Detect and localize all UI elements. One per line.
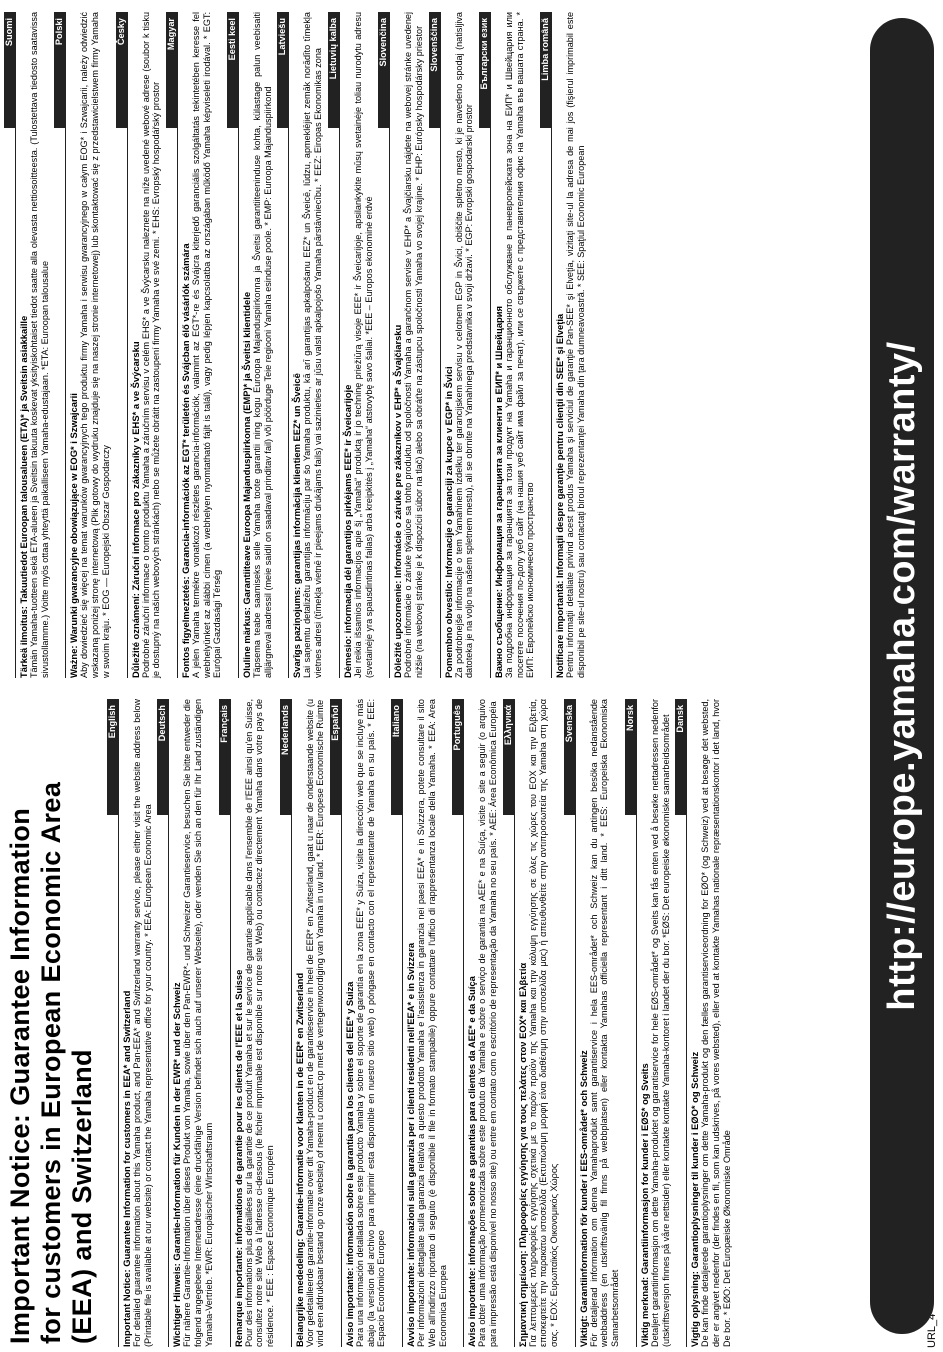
language-label: Latviešu <box>277 12 288 128</box>
section-heading: Aviso importante: informações sobre as garantias para clientes da AEE* e da Suíça <box>466 976 478 1347</box>
section-body: Per informazioni dettagliate sulla garanzia relativa a questo prodotto Yamaha e l'assistenza in garanzia nei paesi EEA* e in Svizzera, potete consultare il sito Web all'indirizzo riportato di seguito (è disponibile il file in formato stampabile) oppure contattare l'ufficio di rappresentanza locale della Yamaha. * EEA: Area Economica Europea <box>416 699 448 1347</box>
section-body: Podrobné záruční informace o tomto produktu Yamaha a záručním servisu v celém EHS* a ve Švýcarsku naleznete na níže uvedené webové adrese (soubor k tisku je dostupný na našich webových stránkách) nebo se můžete obrátit na zastoupení firmy Yamaha ve své zemi. * EHS: Evropský hospodářský prostor <box>140 12 162 678</box>
language-section <box>328 12 374 678</box>
language-label: Polski <box>54 12 65 128</box>
section-body: De kan finde detaljerede garantioplysninger om dette Yamaha-produkt og den fælles garantiserviceordning for EØO* (og Schweiz) ved at besøge det websted, der er angivet nedenfor (der findes en fil, som kan udskrives, på vores websted), eller ved at kontakte Yamahas nationale repræsentationskontor i det land, hvor De bor. * EØO: Det Europæiske Økonomiske Område <box>700 699 732 1347</box>
language-section <box>219 699 276 1347</box>
section-body: Para una información detallada sobre este producto Yamaha y sobre el soporte de garantía en la zona EEE* y Suiza, visite la dirección web que se incluye más abajo (la version del archivo para imprimir esta disponible en nuestro sitio web) o póngase en contacto con el representante de Yamaha en su país. * EEE: Espacio Económico Europeo <box>355 699 387 1347</box>
language-section <box>625 699 671 1347</box>
section-heading: Fontos figyelmeztetés: Garancia-információk az EGT* területén és Svájcban élő vásárlók számára <box>179 243 191 678</box>
title-line-2: for customers in European Economic Area <box>36 781 66 1344</box>
section-body: A jelen Yamaha termékre vonatkozó részletes garancia-információk, valamint az EGT*-re és Svájcra kiterjedő garanciális szolgáltatás tekintetében keresse fel webhelyünket az alábbi címen (a webhelyen nyomtatható fájlt is talál), vagy pedig lépjen kapcsolatba az országában működő Yamaha képviseleti irodával. * EGT: Európai Gazdasági Térség <box>190 12 223 678</box>
document-code: URL_4 <box>926 1313 938 1348</box>
language-section <box>157 699 214 1347</box>
section-heading: Wichtiger Hinweis: Garantie-Information für Kunden in der EWR* und der Schweiz <box>171 982 183 1347</box>
language-label: Česky <box>116 12 127 128</box>
section-heading: Viktigt: Garantiinformation för kunder i EES-området* och Schweiz <box>577 1050 589 1347</box>
section-body: Lai saņemtu detalizētu garantijas informāciju par šo Yamaha produktu, kā arī garantijas apkalpošanu EEZ* un Šveicē, lūdzu, apmeklējiet zemāk norādīto tīmekļa vietnes adresi (tīmekļa vietnē ir pieejams drukājams fails) vai sazinieties ar jūsu valsti apkalpojošo Yamaha pārstāvniecību. * EEZ: Eiropas Ekonomikas zona <box>302 12 324 678</box>
language-label: Lietuvių kalba <box>328 12 339 128</box>
language-section <box>564 699 621 1347</box>
section-body: Für nähere Garantie-Information über dieses Produkt von Yamaha, sowie über den Pan-EWR*- und Schweizer Garantieservice, besuchen Sie bitte entweder die folgend angegebene Internetadresse (eine druckfähige Version befindet sich auch auf unserer Webseite), oder wenden Sie sich an den für Ihr Land zuständigen Yamaha-Vertrieb. *EWR: Europäischer Wirtschaftsraum <box>182 699 214 1347</box>
section-heading: Svarīgs paziņojums: garantijas informācija klientiem EEZ* un Šveicē <box>291 373 303 678</box>
language-section <box>391 699 448 1347</box>
language-section <box>479 12 536 678</box>
section-heading: Dėmesio: informacija dėl garantijos pirkėjams EEE* ir Šveicarijoje <box>341 384 353 678</box>
section-body: Za podrobnejše informacije o tem Yamahinem izdelku ter garancijskem servisu v celotnem EGP in Švici, obiščite spletno mesto, ki je navedeno spodaj (natisljiva datoteka je na voljo na našem spletnem mestu), ali se obrnite na Yamahinega predstavnika v svoji državi. * EGP: Evropski gospodarski prostor <box>453 12 475 678</box>
language-section <box>4 12 50 678</box>
section-heading: Viktig merknad: Garantiinformasjon for kunder i EØS* og Sveits <box>638 1063 650 1347</box>
section-body: För detaljerad information om denna Yamahaprodukt samt garantiservice i hela EES-området* och Schweiz kan du antingen besöka nedanstående webbaddress (en utskriftsvänlig fil finns på webbplatsen) eller kontakta Yamahas officiella representant i ditt land. * EES: Europeiska Ekonomiska Samarbetsområdet <box>588 699 621 1347</box>
right-column <box>4 12 591 678</box>
language-label: Português <box>452 699 463 815</box>
language-label: Italiano <box>391 699 402 815</box>
language-label: Svenska <box>564 699 575 815</box>
language-label: Français <box>219 699 230 815</box>
section-body: Para obter uma informação pormenorizada sobre este produto da Yamaha e sobre o serviço de garantia na AEE* e na Suíça, visite o site a seguir (o arquivo para impressão está disponível no nosso site) ou entre em contato com o escritório de representação da Yamaha no seu país. * AEE: Área Econômica Européia <box>477 699 498 1347</box>
language-section <box>116 12 162 678</box>
language-label: Slovenščina <box>429 12 440 128</box>
warranty-url-banner[interactable]: http://europe.yamaha.com/warranty/ <box>870 18 934 1334</box>
title-line-3: (EEA) and Switzerland <box>67 1049 97 1344</box>
language-section <box>330 699 387 1347</box>
section-body: Voor gedetailleerde garantie-informatie over dit Yamaha-product en de garantieservice in heel de EER* en Zwitserland, gaat u naar de onderstaande website (u vind een afdrukbaar bestand op onze website) of neemt u contact op met de vertegenwoordiging van Yamaha in uw land. * EER: Europese Economische Ruimte <box>304 699 326 1347</box>
language-label: Български език <box>479 12 490 128</box>
language-label: Limba română <box>540 12 551 128</box>
language-label: Nederlands <box>280 699 291 815</box>
section-heading: Ważne: Warunki gwarancyjne obowiązujące w EOG* i Szwajcarii <box>68 393 80 678</box>
section-body: Detaljert garantiinformasjon om dette Yamaha-produktet og garantiservice for hele EØS-området* og Sveits kan fås enten ved å besøke nettadressen nedenfor (utskriftsversjon finnes på våre nettsider) eller kontakte kontakte Yamaha-kontoret i landet der du bor. *EØS: Det europeiske økonomiske samarbeidsområdet <box>649 699 671 1347</box>
section-body: За подробна информация за гаранцията за този продукт на Yamaha и гаранционното обслужване в паневропейската зона на ЕИП* и Швейцария или посетете посочения по-долу уеб сайт (на нашия уеб сайт има файл за печат), или се свържете с представителния офис на Yamaha във вашата страна. * ЕИП: Европейско икономическо пространство <box>504 12 536 678</box>
language-label: Suomi <box>4 12 15 128</box>
section-heading: Tärkeä ilmoitus: Takuutiedot Euroopan talousalueen (ETA)* ja Sveitsin asiakkaille <box>18 315 29 678</box>
page-title <box>5 704 98 1344</box>
section-heading: Aviso importante: información sobre la garantía para los clientes del EEE* y Suiza <box>344 981 356 1347</box>
section-body: Για λεπτομερείς πληροφορίες εγγύησης σχετικά με το παρόν προϊόν της Yamaha και την κάλυψη εγγύησης σε όλες τις χώρες του ΕΟΧ και την Ελβετία, επισκεφτείτε την παρακάτω ιστοσελίδα (Εκτυπώσιμη μορφή είναι διαθέσιμη στην ιστοσελίδα μας) ή απευθυνθείτε στην αντιπροσωπεία της Yamaha στη χώρα σας. * ΕΟΧ: Ευρωπαϊκός Οικονομικός Χώρος <box>527 699 560 1347</box>
language-label: Eesti keel <box>227 12 238 128</box>
section-body: Podrobné informácie o záruke týkajúce sa tohto produktu od spoločnosti Yamaha a garančnom servise v EHP* a Švajčiarsku nájdete na webovej stránke uvedenej nižšie (na webovej stránke je k dispozícii súbor na tlač) alebo sa obráťte na zástupcu spoločnosti Yamaha vo svojej krajine. * EHP: Európsky hospodársky priestor <box>403 12 424 678</box>
section-heading: Важно съобщение: Информация за гаранцията за клиенти в ЕИП* и Швейцария <box>493 305 505 678</box>
section-heading: Σημαντική σημείωση: Πληροφορίες εγγύησης για τους πελάτες στον ΕΟΧ* και Ελβετία <box>516 962 528 1347</box>
section-heading: Avviso importante: informazioni sulla garanzia per i clienti residenti nell'EEA* e in Svizzera <box>405 942 417 1347</box>
language-section <box>277 12 323 678</box>
language-label: Deutsch <box>157 699 168 815</box>
language-label: English <box>107 699 118 815</box>
section-body: Pour des informations plus détaillées sur la garantie de ce produit Yamaha et sur le service de garantie applicable dans l'ensemble de l'EEE ainsi qu'en Suisse, consultez notre site Web à l'adresse ci-dessous (le fichier imprimable est disponible sur notre site Web) ou contactez directement Yamaha dans votre pays de résidence. * EEE : Espace Economique Européen <box>243 699 275 1347</box>
language-section <box>452 699 498 1347</box>
section-heading: Pomembno obvestilo: Informacije o garanciji za kupce v EGP* in Švici <box>442 366 454 678</box>
language-section <box>378 12 424 678</box>
language-section <box>166 12 223 678</box>
language-label: Magyar <box>166 12 177 128</box>
left-column <box>107 699 736 1347</box>
language-section <box>107 699 153 1347</box>
section-body: For detailed guarantee information about this Yamaha product, and Pan-EEA* and Switzerland warranty service, please either visit the website address below (Printable file is available at our website) or contact the Yamaha representative office for your country. * EEA: European Economic Area <box>132 699 153 1347</box>
language-section <box>227 12 273 678</box>
language-label: Dansk <box>675 699 686 815</box>
language-section <box>503 699 560 1347</box>
language-label: Norsk <box>625 699 636 815</box>
section-heading: Belangrijke mededeling: Garantie-informatie voor klanten in de EER* en Zwitserland <box>293 972 305 1347</box>
language-section <box>540 12 586 678</box>
section-heading: Remarque importante: informations de garantie pour les clients de l'EEE et la Suisse <box>232 969 244 1347</box>
section-body: Jei reikia išsamios informacijos apie šį „Yamaha“ produktą ir jo techninę priežiūrą visoje EEE* ir Šveicarijoje, apsilankykite mūsų svetainėje toliau nurodytu adresu (svetainėje yra spausdintinas failas) arba kreipkitės į „Yamaha“ atstovybę savo šaliai. *EEE – Europos ekonominė erdvė <box>352 12 374 678</box>
language-label: Slovenčina <box>378 12 389 128</box>
section-body: Täpsema teabe saamiseks selle Yamaha toote garantii ning kogu Euroopa Majanduspiirkonna ja Šveitsi garantiiteeninduse kohta, külastage palun veebisaiti alljärgneval aadressil (meie saidil on saadaval prinditav fail) või pöörduge Teie regiooni Yamaha esinduse poole. * EMP: Euroopa Majanduspiirkond <box>252 12 273 678</box>
section-heading: Notificare importantă: Informaţii despre garanţie pentru clienţii din SEE* şi Elveţia <box>554 313 566 678</box>
language-label: Ελληνικά <box>503 699 514 815</box>
section-heading: Dôležité upozornenie: Informácie o záruke pre zákazníkov v EHP* a Švajčiarsku <box>392 324 404 678</box>
section-body: Aby dowiedzieć się więcej na temat warunków gwarancyjnych tego produktu firmy Yamaha i serwisu gwarancyjnego w całym EOG* i Szwajcarii, należy odwiedzić wskazaną poniżej stronę internetową (Plik gotowy do wydruku znajduje się na naszej stronie internetowej) lub skontaktować się z przedstawicielstwem firmy Yamaha w swoim kraju. * EOG — Europejski Obszar Gospodarczy <box>79 12 111 678</box>
section-heading: Oluline märkus: Garantiiteave Euroopa Majanduspiirkonna (EMP)* ja Šveitsi klientidele <box>241 291 253 678</box>
section-heading: Důležité oznámení: Záruční informace pro zákazníky v EHS* a ve Švýcarsku <box>129 341 141 678</box>
section-heading: Vigtig oplysning: Garantioplysninger til kunder i EØO* og Schweiz <box>689 1051 701 1347</box>
language-section <box>429 12 475 678</box>
section-heading: Important Notice: Guarantee Information for customers in EEA* and Switzerland <box>121 990 132 1347</box>
section-body: Tämän Yamaha-tuotteen sekä ETA-alueen ja Sveitsin takuuta koskevat yksityiskohtaiset tiedot saatte alla olevasta nettiosoitteesta. (Tulostettava tiedosto saatavissa sivustollamme.) Voitte myös ottaa yhteyttä paikalliseen Yamaha-edustajaan. *ETA: Euroopan talousalue <box>29 12 50 678</box>
language-section <box>54 12 111 678</box>
language-section <box>675 699 732 1347</box>
section-body: Pentru informaţii detaliate privind acest produs Yamaha şi serviciul de garanţie Pan-SEE* şi Elveţia, vizitaţi site-ul la adresa de mai jos (fişierul imprimabil este disponibil pe site-ul nostru) sau contactaţi biroul reprezentanţei Yamaha din ţara dumneavoastră. * SEE: Spaţiul Economic European <box>565 12 586 678</box>
title-line-1: Important Notice: Guarantee Information <box>5 807 35 1344</box>
language-label: Español <box>330 699 341 815</box>
language-section <box>280 699 326 1347</box>
